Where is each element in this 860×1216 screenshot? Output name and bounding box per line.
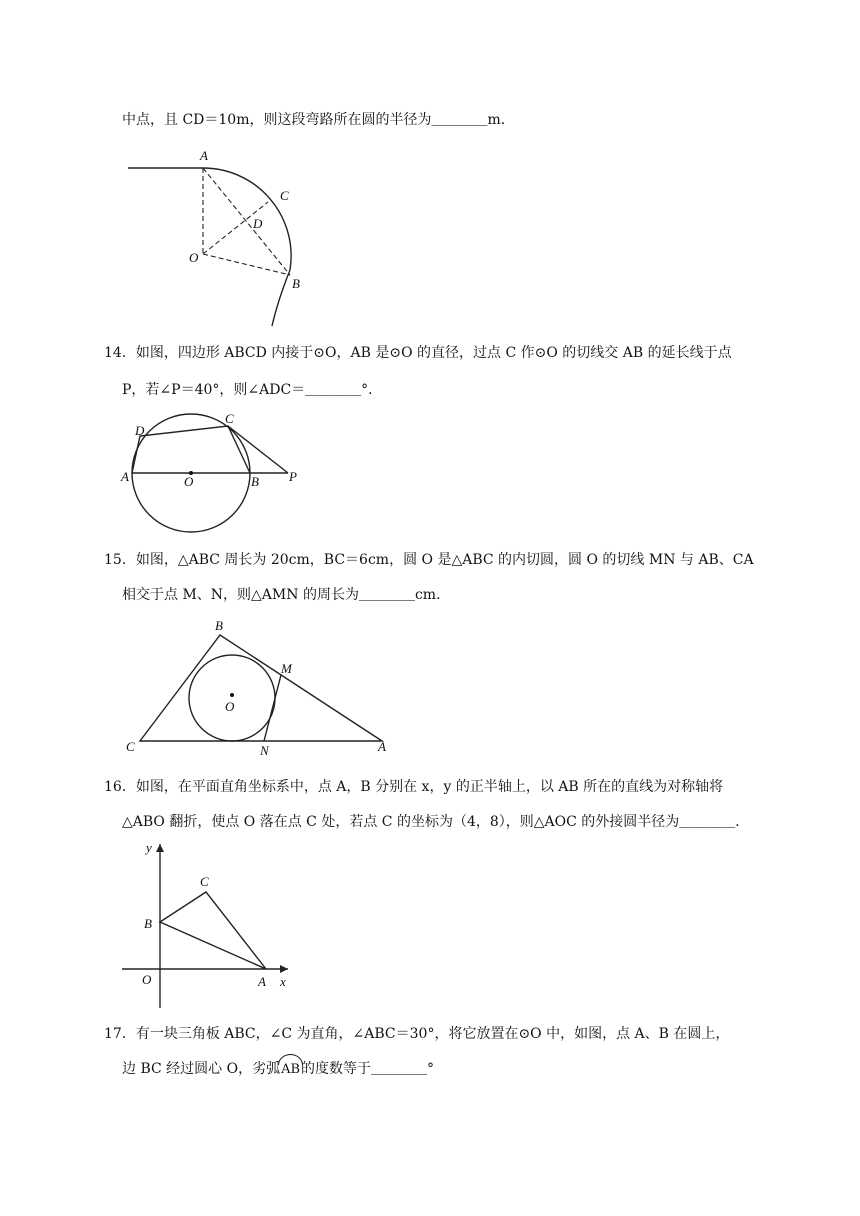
q13-text: 中点，且 CD＝10m，则这段弯路所在圆的半径为＿＿＿＿m． (122, 112, 515, 128)
label-O: O (184, 474, 194, 489)
label-O: O (189, 250, 199, 265)
label-B: B (251, 474, 259, 489)
q14-text-line1: 14．如图，四边形 ABCD 内接于⊙O，AB 是⊙O 的直径，过点 C 作⊙O 的切线交 AB 的延长线于点 (104, 345, 732, 361)
q16-figure (118, 838, 298, 1013)
q16-text-line2: △ABO 翻折，使点 O 落在点 C 处，若点 C 的坐标为（4，8），则△AOC 的外接圆半径为＿＿＿＿． (122, 814, 750, 830)
q17-text-line1: 17．有一块三角板 ABC，∠C 为直角，∠ABC＝30°，将它放置在⊙O 中，如图，点 A、B 在圆上， (104, 1026, 730, 1042)
arc-ab-label: AB (280, 1060, 301, 1080)
q16-text-line1: 16．如图，在平面直角坐标系中，点 A，B 分别在 x，y 的正半轴上，以 AB 所在的直线为对称轴将 (104, 779, 724, 795)
label-A: A (200, 148, 208, 163)
q14-figure (118, 408, 308, 538)
label-C: C (280, 188, 289, 203)
label-D: D (253, 216, 263, 231)
label-C: C (126, 739, 135, 754)
q15-text-line2: 相交于点 M、N，则△AMN 的周长为＿＿＿＿cm． (122, 587, 451, 603)
q13-figure (120, 140, 320, 330)
label-O: O (142, 972, 152, 987)
label-A: A (121, 469, 129, 484)
label-B: B (144, 916, 152, 931)
label-C: C (200, 874, 209, 889)
label-D: D (135, 423, 145, 438)
q17-text-post: 的度数等于＿＿＿＿° (301, 1061, 435, 1077)
label-x: x (280, 974, 286, 989)
label-B: B (215, 618, 223, 633)
q14-text-line2: P，若∠P＝40°，则∠ADC＝＿＿＿＿°． (122, 382, 383, 398)
label-B: B (292, 276, 300, 291)
q17-text-line2 (122, 1059, 434, 1080)
label-P: P (289, 469, 297, 484)
label-C: C (225, 411, 234, 426)
q17-text-pre: 边 BC 经过圆心 O，劣弧 (122, 1061, 281, 1077)
label-O: O (225, 699, 235, 714)
q15-text-line1: 15．如图，△ABC 周长为 20cm，BC＝6cm，圆 O 是△ABC 的内切圆，圆 O 的切线 MN 与 AB、CA (104, 552, 754, 568)
q15-figure (118, 615, 398, 765)
label-N: N (260, 743, 269, 758)
label-y: y (146, 840, 152, 855)
label-M: M (281, 661, 292, 676)
label-A: A (258, 974, 266, 989)
label-A: A (378, 739, 386, 754)
